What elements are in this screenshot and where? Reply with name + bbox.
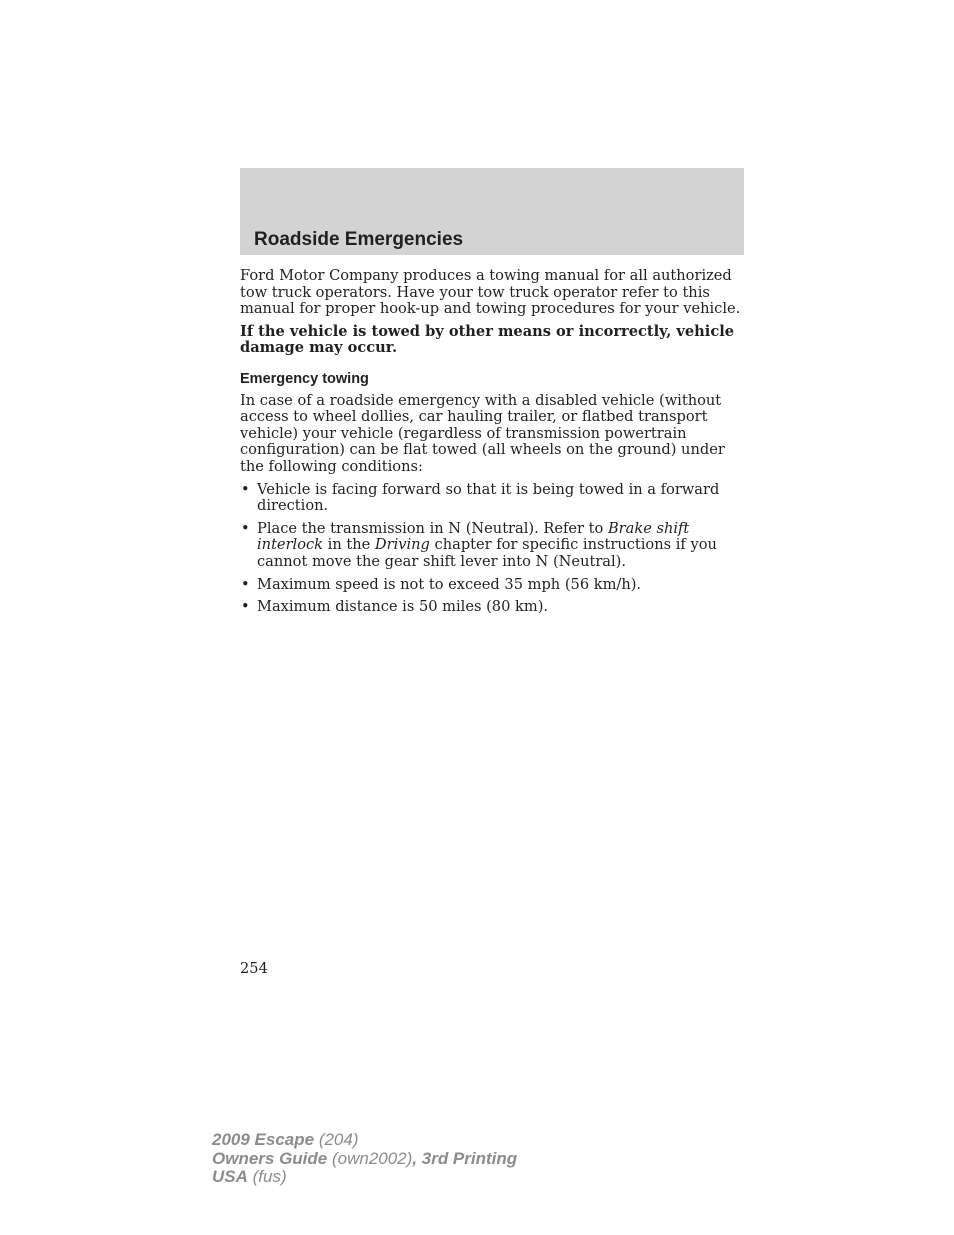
section-title: Roadside Emergencies <box>254 229 464 250</box>
document-footer <box>212 1131 517 1187</box>
page-content <box>240 268 746 622</box>
footer-printing: , 3rd Printing <box>412 1148 518 1168</box>
footer-market: USA <box>212 1167 248 1186</box>
condition-max-distance-text: Maximum distance is 50 miles (80 km). <box>257 598 549 616</box>
footer-market-line <box>212 1168 517 1187</box>
footer-model-code: (204) <box>314 1130 359 1149</box>
bullet-icon: • <box>241 480 250 498</box>
footer-model: 2009 Escape <box>212 1130 315 1149</box>
page-number: 254 <box>240 960 268 977</box>
emergency-towing-heading: Emergency towing <box>240 370 369 387</box>
condition-forward-text: Vehicle is facing forward so that it is being towed in a forward direction. <box>257 480 720 515</box>
towing-conditions-list <box>240 482 746 616</box>
brake-shift-interlock-reference: Brake shift interlock <box>257 519 690 554</box>
bullet-icon: • <box>241 575 250 593</box>
condition-neutral-text-start: Place the transmission in N (Neutral). Refer to <box>257 519 608 537</box>
bullet-icon: • <box>241 598 250 616</box>
footer-model-line <box>212 1131 517 1150</box>
list-item <box>240 521 746 571</box>
condition-neutral-text-middle: in the <box>323 536 375 554</box>
footer-market-code: (fus) <box>247 1167 287 1186</box>
footer-guide-line <box>212 1150 517 1169</box>
list-item <box>240 482 746 515</box>
condition-max-speed-text: Maximum speed is not to exceed 35 mph (56 km/h). <box>257 575 642 593</box>
section-header-band <box>240 168 744 255</box>
condition-neutral-text-end: chapter for specific instructions if you cannot move the gear shift lever into N (Neutral). <box>257 536 717 570</box>
emergency-towing-paragraph: In case of a roadside emergency with a disabled vehicle (without access to wheel dollies, car hauling trailer, or flatbed transport vehicle) your vehicle (regardless of transmission powertrain configuration) can be flat towed (all wheels on the ground) under the following conditions: <box>240 391 725 475</box>
damage-warning: If the vehicle is towed by other means or incorrectly, vehicle damage may occur. <box>240 322 735 357</box>
list-item <box>240 577 746 594</box>
intro-paragraph: Ford Motor Company produces a towing manual for all authorized tow truck operators. Have your tow truck operator refer to this manual for proper hook-up and towing procedures for your vehicle. <box>240 267 741 318</box>
footer-guide-code: (own2002) <box>327 1148 413 1168</box>
list-item <box>240 599 746 616</box>
driving-chapter-reference: Driving <box>374 536 430 554</box>
footer-guide: Owners Guide <box>212 1148 328 1168</box>
bullet-icon: • <box>241 519 250 537</box>
